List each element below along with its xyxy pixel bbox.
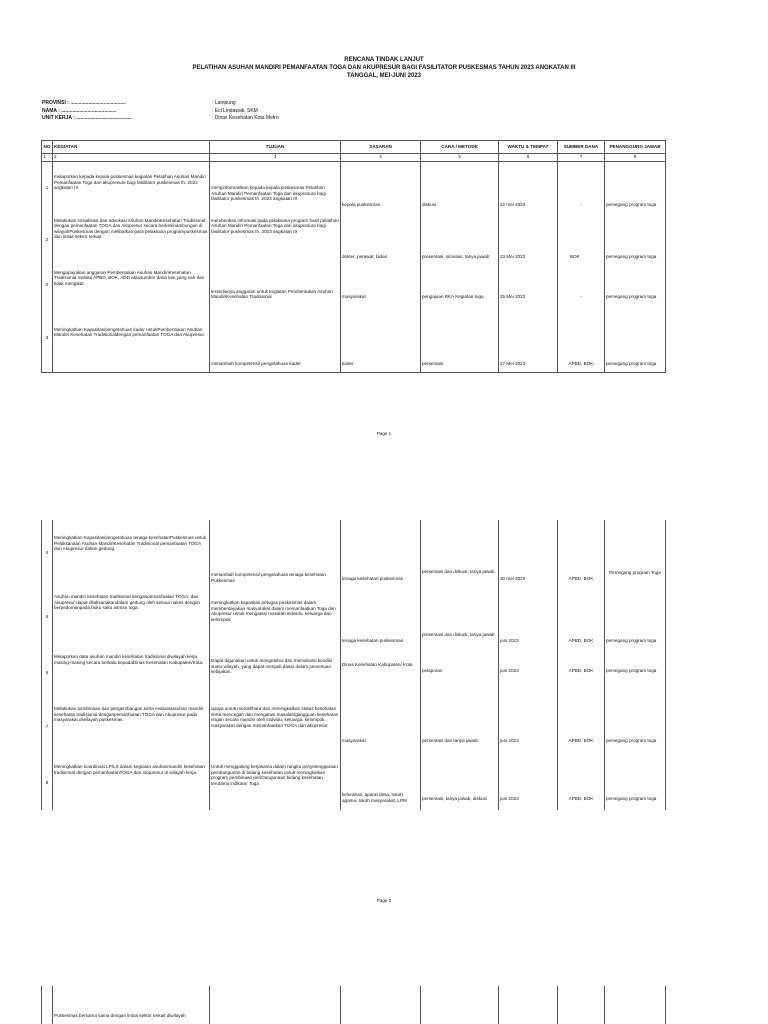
table-row [42,586,666,648]
plan-table-page-2 [41,520,666,810]
header-dana: SUMBER DANA [558,141,605,154]
row-waktu: juni 2023 [499,756,558,810]
row-cara: persentasi dan diskusi, tanya jawab [421,520,499,586]
row-no: 6 [42,648,53,698]
row-cara: presentasi, simulasi, tanya jawab [421,214,499,266]
row-kegiatan: Puskesmas bersama sama dengan lintas sektor terkait diwilayah [53,986,210,1024]
plan-table [41,140,666,373]
row-no: 4 [42,520,53,586]
row-tujuan: meningkatkan kapasitas petugas puskesmas dalam memberdayakan masyarakat dalam memanfaatkan Toga dan Akupresur untuk mengatasi masalah individu, keluarga dan kelompok [210,586,341,648]
table-row [42,304,666,373]
table-row [42,520,666,586]
colnum-6: 6 [499,154,558,162]
row-sasaran: kelurahan, aparat desa, tokoh agama, tokoh masyarakat, LPM [341,756,421,810]
row-kegiatan: Meningkatkan Kapasitas/pengetahuan kader untukPembentukan Asuhan Mandiri Kesehatan Tradisionaldengan pemanfaatan TOGA dan Akupresur. [53,304,210,373]
provinsi-value: : Lampung [212,100,236,106]
row-dana: APBD, BOK [558,586,605,648]
table-row [42,162,666,214]
row-no: 2 [42,214,53,266]
row-dana: APBD, BOK [558,698,605,756]
unit-label: UNIT KERJA : ........................................ [42,115,132,121]
row-waktu: juni 2023 [499,698,558,756]
row-tujuan: Untuk menggalang kerjasama dalam rangka penyelenggaraan pembangunan di bidang kesehatan untuk meningkatkan program pembinaan pembangunaan bidang kesehatan terutama indikator Toga [210,756,341,810]
row-kegiatan: Meningkatkan Kapasitas/pengetahuan tenaga kesehatanPuskesmas untuk Pelaksanaan Asuhan MandiriKesehatan Tradisional pemanfaatan TOGA dan Akupresur dalam gedung. [53,520,210,586]
row-dana: - [558,266,605,304]
row-cara: persentasi [421,304,499,373]
row-tujuan: menambah kompetensi/ pengetahuan kader [210,304,341,373]
row-kegiatan: Melaporkan data asuhan mandiri kesehatan tradisional diwilayah kerja masing-masing secara berkala kepadaDinas Kesehatan Kabupaten/Kota. [53,648,210,698]
colnum-1: 1 [42,154,53,162]
row-pj: pemegang program toga [605,162,666,214]
row-pj: pemegang program toga [605,648,666,698]
row-pj: pemegang program toga [605,698,666,756]
row-sasaran: Dinas Kesehatan Kabupaten/ Kota [341,648,421,698]
row-kegiatan: Mengupayakan anggaran Pembentukan Asuhan MandiriKesehatan Tradisional melalui APBD, BOK, ADD atausumber dana lain yang sah dan tidak mengikat. [53,266,210,304]
row-waktu: juni 2023 [499,586,558,648]
row-sasaran: kader [341,304,421,373]
table-row [42,698,666,756]
row-tujuan: Dapat digunakan untuk mengetahui dan memahami kondisi suatu wilayah, yang dapat menjadi dasar dalam penentuan kebijakan. [210,648,341,698]
row-sasaran: tenaga kesehatan puskesmas [341,586,421,648]
row-waktu: 22 mei 2023 [499,162,558,214]
row-dana: BOK [558,214,605,266]
row-kegiatan: melaporkan kepada kepala puskesmas kegiatan Pelatihan Asuhan Mandiri Pemanfaatan Toga dan akupresure bagi fasilitator puskesmas th. 2023 angkatan III [53,162,210,214]
page-1-footer: Page 1 [376,431,392,436]
row-cara: presentasi dan diskusi, tanya jawab [421,586,499,648]
row-dana: - [558,162,605,214]
row-tujuan: menambah kompetensi/ pengetahuan tenaga kesehatan Puskesmas [210,520,341,586]
document-title [0,56,768,80]
row-no: 7 [42,698,53,756]
colnum-8: 8 [605,154,666,162]
row-kegiatan: Melakukan pembinaan dan pengembangan serta evaluasiasuhan mandiri kesehatan tradisional denganpemanfaatan TOGA dan Akupresur pada masyarakat diwilayah puskesmas. [53,698,210,756]
row-waktu: 25 Mei 2023 [499,266,558,304]
row-kegiatan: Melakukan sosialisasi dan advokasi Asuhan MandiriKesehatan Tradisional dengan pemanfaatan TOGA dan Akupresur secara berkesinambungan di wilayahPuskesmas dengan melibatkan para pelaksana programpuskesmas dan lintas sektor terkait. [53,214,210,266]
title-line-3: TANGGAL, MEI-JUNI 2023 [347,73,421,79]
row-cara: diskusi [421,162,499,214]
table-row [42,648,666,698]
row-waktu: 30 mei 2023 [499,520,558,586]
colnum-2: 2 [53,154,210,162]
row-waktu: 23 Mei 2023 [499,214,558,266]
row-cara: pelaporan [421,648,499,698]
row-no: 8 [42,756,53,810]
header-kegiatan: KEGIATAN [53,141,210,154]
table-row [42,756,666,810]
row-sasaran: masyarakat [341,266,421,304]
row-sasaran: tenaga kesehatan puskesmas [341,520,421,586]
table-row [42,214,666,266]
row-tujuan: tersedianya anggaran untuk kegiatan Pembentukan Asuhan MandiriKesehatan Tradisional [210,266,341,304]
page-2-footer: Page 2 [376,898,392,903]
row-dana: APBD, BOK [558,648,605,698]
row-no: 3 [42,304,53,373]
table-row [42,266,666,304]
identity-labels [42,100,132,123]
row-sasaran: kepala puskesmas [341,162,421,214]
header-pj: PENANGGUNG JAWAB [605,141,666,154]
row-cara: persentasi, tanya jawab, diskusi [421,756,499,810]
row-dana: APBD, BOK [558,520,605,586]
plan-table-page-3 [41,986,666,1024]
row-pj: pemegang program toga [605,266,666,304]
title-line-1: RENCANA TINDAK LANJUT [344,57,424,63]
row-pj: pemegang program toga [605,214,666,266]
header-tujuan: TUJUAN [210,141,341,154]
provinsi-label: PROVINSI : ........................................ [42,100,126,106]
row-no: 1 [42,162,53,214]
row-pj: Pemegang program Toga [605,520,666,586]
colnum-3: 3 [210,154,341,162]
row-sasaran: dokter, perawat, bidan [341,214,421,266]
row-pj: pemegang program toga [605,756,666,810]
unit-value: : Dinas Kesehatan Kota Metro [212,115,279,121]
nama-label: NAMA : ........................................ [42,107,117,114]
row-pj: pemegang program toga [605,304,666,373]
header-cara: CARA / METODE [421,141,499,154]
row-waktu: juni 2023 [499,648,558,698]
colnum-7: 7 [558,154,605,162]
row-tujuan: menginformasikan kepada kepala puskesmas Pelatihan Asuhan Mandiri Pemanfaatan Toga dan akupresure bagi fasilitator puskesmas th. 2023 angkatan III [210,162,341,214]
row-dana: APBD, BOK [558,304,605,373]
row-dana: APBD, BOK [558,756,605,810]
row-no: 5 [42,586,53,648]
row-waktu: 27 Mei 2023 [499,304,558,373]
table-row [42,986,666,1024]
row-tujuan: upaya untuk memelihara dan meningkatkan status kesehatan serta mencegah dan mengatasi masalah/gangguan kesehatan ringan secara mandiri oleh individu, keluarga, kelompok, masyarakat dengan memanfaatkan TOGA dan akupresur. [210,698,341,756]
row-cara: persentasi dan tanya jawab [421,698,499,756]
row-kegiatan: Asuhan mandiri kesehatan tradisional denganpemanfaatan TOGA, dan Akupresur dapat dilaksanakandalam gedung oleh semua nakes dengan berpedomanpada buku saku asman toga. [53,586,210,648]
row-kegiatan: Meningkatkan koordinasi LP/LS dalam kegiatan asuhanmandiri kesehatan tradisional dengan pemanfaatanTOGA dan Akupresur di wilayah kerja. [53,756,210,810]
row-tujuan: memberikan informasi pada pelaksana program hasil pelatihan Asuhan Mandiri Pemanfaatan Toga dan akupresure bagi fasilitator puskesmas th. 2023 angkatan III [210,214,341,266]
nama-value: : Eci Lindawati, SKM [212,107,258,114]
colnum-4: 4 [341,154,421,162]
row-no: 2 [42,266,53,304]
row-pj: pemegang program toga [605,586,666,648]
header-waktu: WAKTU & TEMPAT [499,141,558,154]
row-cara: pengajuan RKA Kegiatan toga [421,266,499,304]
header-sasaran: SASARAN [341,141,421,154]
title-line-2: PELATIHAN ASUHAN MANDIRI PEMANFAATAN TOGA DAN AKUPRESUR BAGI FASILITATOR PUSKESMAS TAHUN 2023 ANGKATAN III [192,65,576,71]
colnum-5: 5 [421,154,499,162]
header-no: NO [42,141,53,154]
row-sasaran: masyarakat [341,698,421,756]
identity-values [212,100,279,123]
